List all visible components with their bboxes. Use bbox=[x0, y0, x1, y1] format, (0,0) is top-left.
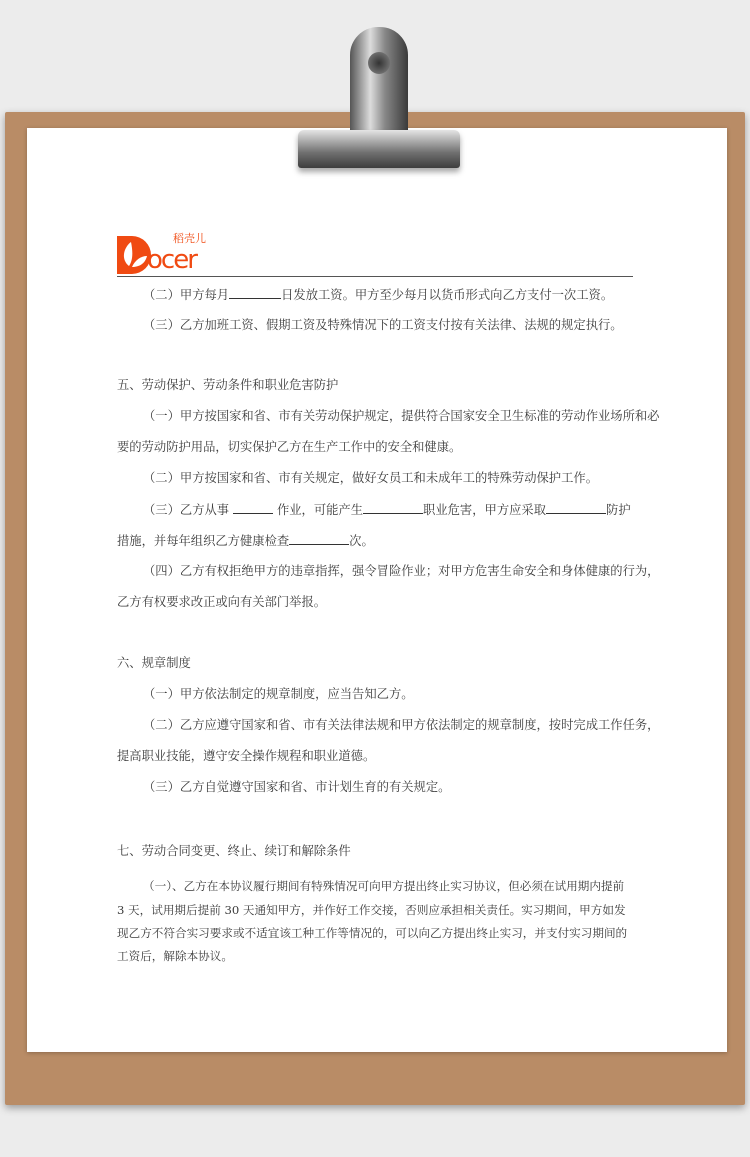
header-rule bbox=[117, 276, 633, 277]
section-heading: 六、规章制度 bbox=[117, 656, 191, 670]
text: （三）乙方从事 bbox=[143, 503, 230, 517]
paragraph-line: （四）乙方有权拒绝甲方的违章指挥，强令冒险作业；对甲方危害生命安全和身体健康的行为， bbox=[143, 564, 660, 578]
text: 作业，可能产生 bbox=[276, 503, 364, 517]
paragraph-line: （二）乙方应遵守国家和省、市有关法律法规和甲方依法制定的规章制度，按时完成工作任务， bbox=[143, 718, 660, 732]
fill-blank-hazard bbox=[363, 501, 423, 514]
paragraph-line: 3 天，试用期后提前 30 天通知甲方，并作好工作交接，否则应承担相关责任。实习期间，甲方如发 bbox=[117, 903, 626, 917]
logo-leaf-icon bbox=[117, 236, 151, 274]
fill-blank-work-type bbox=[233, 501, 273, 514]
fill-blank-protection bbox=[546, 501, 606, 514]
fill-blank-pay-day bbox=[229, 286, 281, 299]
binder-clip-hole bbox=[368, 52, 390, 74]
paragraph-line: 要的劳动防护用品，切实保护乙方在生产工作中的安全和健康。 bbox=[117, 440, 462, 454]
text: 防护 bbox=[606, 503, 631, 517]
docer-logo bbox=[117, 232, 217, 274]
text: （二）甲方每月 bbox=[143, 288, 230, 302]
fill-blank-checkup-count bbox=[289, 532, 349, 545]
logo-wordmark: ocer bbox=[147, 245, 196, 275]
paragraph-line: 现乙方不符合实习要求或不适宜该工种工作等情况的，可以向乙方提出终止实习，并支付实习期间的 bbox=[117, 926, 628, 940]
section-heading: 五、劳动保护、劳动条件和职业危害防护 bbox=[117, 378, 339, 392]
paragraph-line: （一）甲方依法制定的规章制度，应当告知乙方。 bbox=[143, 687, 414, 701]
text: 日发放工资。甲方至少每月以货币形式向乙方支付一次工资。 bbox=[281, 288, 614, 302]
paragraph-line: （一）甲方按国家和省、市有关劳动保护规定，提供符合国家安全卫生标准的劳动作业场所和必 bbox=[143, 409, 660, 423]
paragraph-line: （二）甲方按国家和省、市有关规定，做好女员工和未成年工的特殊劳动保护工作。 bbox=[143, 471, 598, 485]
binder-clip-lever bbox=[350, 27, 408, 140]
paragraph-line: （三）乙方自觉遵守国家和省、市计划生育的有关规定。 bbox=[143, 780, 451, 794]
text: 职业危害，甲方应采取 bbox=[423, 503, 547, 517]
binder-clip bbox=[298, 130, 460, 168]
text: 措施，并每年组织乙方健康检查 bbox=[117, 534, 290, 548]
paragraph-line bbox=[117, 532, 374, 549]
paragraph-line: 乙方有权要求改正或向有关部门举报。 bbox=[117, 595, 327, 609]
paragraph-line: （一）、乙方在本协议履行期间有特殊情况可向甲方提出终止实习协议，但必须在试用期内提前 bbox=[143, 879, 625, 893]
paragraph-line: 提高职业技能，遵守安全操作规程和职业道德。 bbox=[117, 749, 376, 763]
paragraph-line bbox=[143, 501, 631, 518]
logo-chinese-name: 稻壳儿 bbox=[173, 232, 206, 245]
paragraph-line bbox=[143, 286, 613, 303]
section-heading: 七、劳动合同变更、终止、续订和解除条件 bbox=[117, 844, 351, 858]
paragraph-line: 工资后，解除本协议。 bbox=[117, 949, 233, 963]
text: 次。 bbox=[349, 534, 374, 548]
paragraph-line: （三）乙方加班工资、假期工资及特殊情况下的工资支付按有关法律、法规的规定执行。 bbox=[143, 318, 623, 332]
